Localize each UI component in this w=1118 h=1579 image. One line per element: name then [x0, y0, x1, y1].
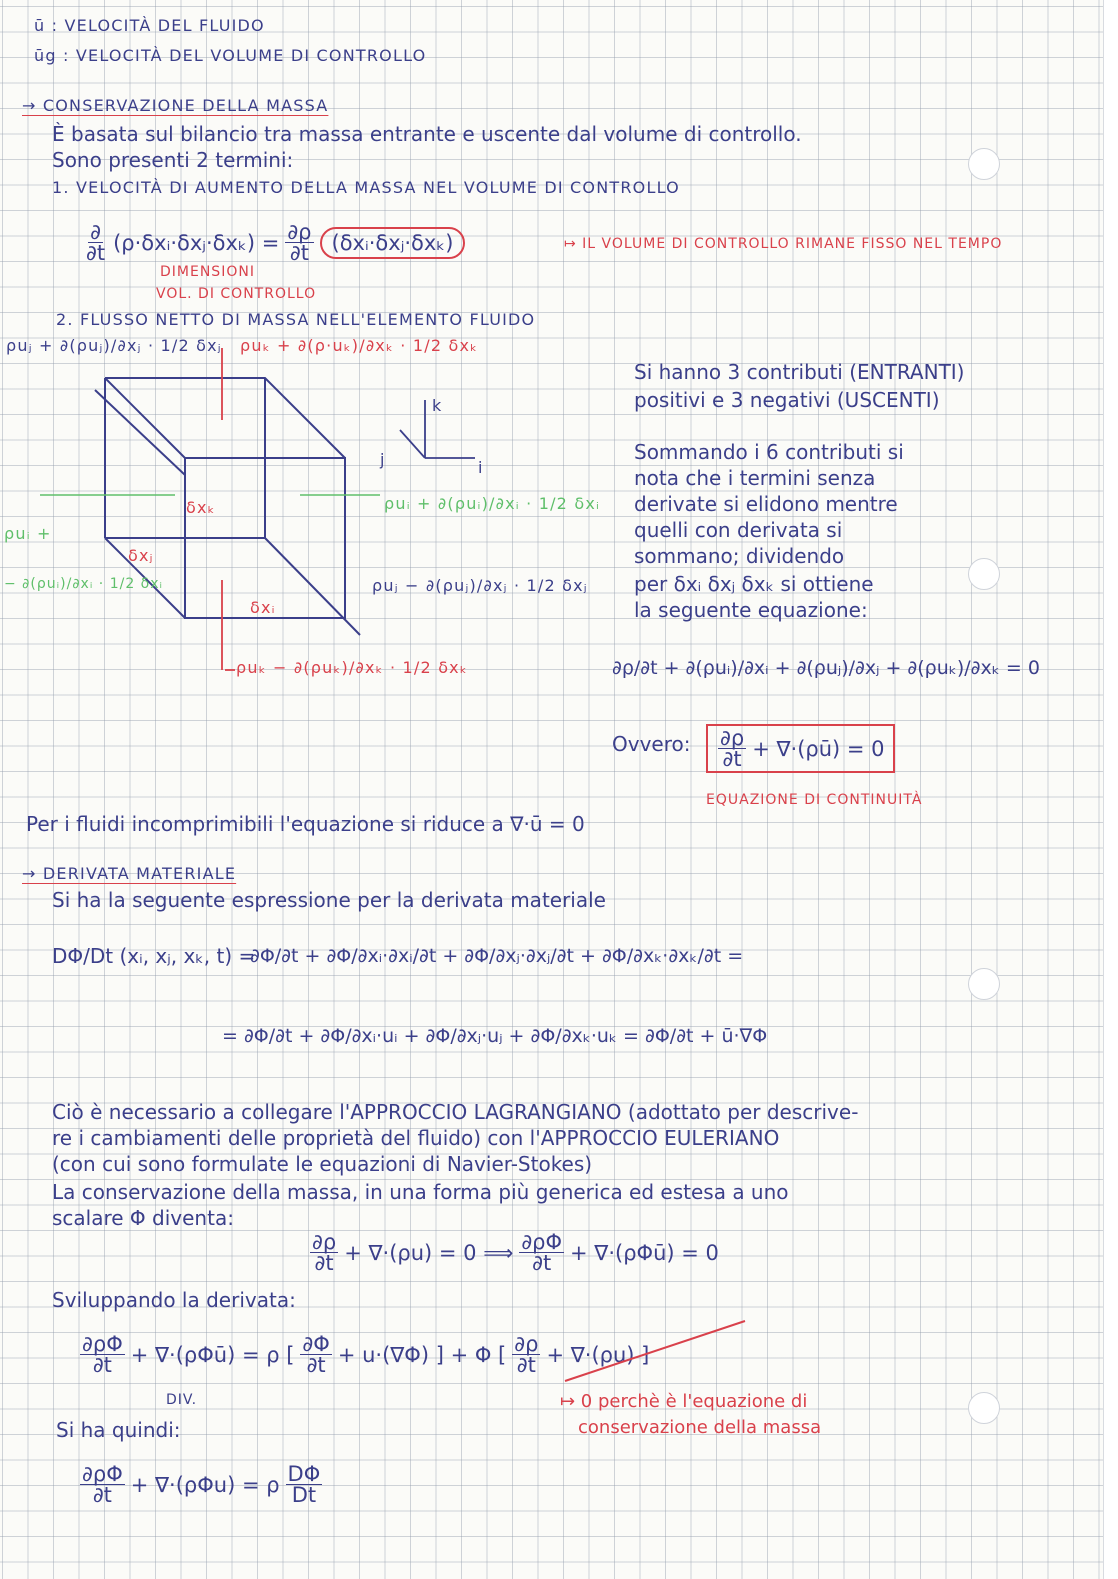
flux-j-out: ρuⱼ − ∂(ρuⱼ)/∂xⱼ · 1/2 δxⱼ [372, 576, 588, 595]
label-dxi: δxᵢ [250, 598, 276, 617]
flux-j-in: ρuⱼ + ∂(ρuⱼ)/∂xⱼ · 1/2 δxⱼ [6, 336, 222, 355]
eq1-volume-oval: (δxᵢ·δxⱼ·δxₖ) [320, 227, 466, 259]
heading-material-derivative: → DERIVATA MATERIALE [22, 864, 237, 883]
equation-mass-rate [82, 222, 465, 263]
frac-num: ∂ [90, 220, 101, 244]
frac-num: ∂ρΦ [82, 1462, 123, 1486]
note-dimensions: DIMENSIONI [160, 264, 255, 280]
binder-hole [968, 558, 1000, 590]
mass-terms-line: Sono presenti 2 termini: [52, 148, 294, 172]
continuity-label: EQUAZIONE DI CONTINUITÀ [706, 792, 923, 808]
sviluppando-label: Sviluppando la derivata: [52, 1288, 296, 1312]
binder-hole [968, 968, 1000, 1000]
term-2-label: 2. FLUSSO NETTO DI MASSA NELL'ELEMENTO FLUIDO [56, 310, 536, 329]
explain-line: per δxᵢ δxⱼ δxₖ si ottiene [634, 572, 874, 596]
material-eq-lhs: DΦ/Dt (xᵢ, xⱼ, xₖ, t) = [52, 944, 256, 968]
material-intro: Si ha la seguente espressione per la derivata materiale [52, 888, 606, 912]
incompressible-line: Per i fluidi incomprimibili l'equazione si riduce a ∇·ū = 0 [26, 812, 585, 836]
paragraph-line: scalare Φ diventa: [52, 1206, 234, 1230]
heading-mass-conservation: → CONSERVAZIONE DELLA MASSA [22, 96, 329, 115]
continuity-rest: + ∇·(ρū) = 0 [752, 736, 885, 761]
frac-den: ∂t [92, 1483, 112, 1507]
flux-i-in-b: − ∂(ρuᵢ)/∂xᵢ · 1/2 δxᵢ [4, 576, 164, 592]
material-eq-line1: ∂Φ/∂t + ∂Φ/∂xᵢ·∂xᵢ/∂t + ∂Φ/∂xⱼ·∂xⱼ/∂t + ∂Φ/∂xₖ·∂xₖ/∂t = [250, 945, 744, 967]
equation-general-mass [308, 1232, 719, 1273]
equation-final [78, 1464, 324, 1505]
note-control-volume: VOL. DI CONTROLLO [156, 286, 317, 302]
continuity-box [706, 724, 895, 773]
explain-line: Sommando i 6 contributi si [634, 440, 904, 464]
explain-line: derivate si elidono mentre [634, 492, 898, 516]
frac-num: ∂ρ [514, 1332, 539, 1356]
ovvero-label: Ovvero: [612, 732, 691, 756]
mass-intro-line: È basata sul bilancio tra massa entrante e uscente dal volume di controllo. [52, 122, 802, 146]
binder-hole [968, 148, 1000, 180]
explain-line: Si hanno 3 contributi (ENTRANTI) [634, 360, 965, 384]
frac-den: Dt [291, 1483, 317, 1507]
paragraph-line: Ciò è necessario a collegare l'APPROCCIO LAGRANGIANO (adottato per descrive- [52, 1100, 859, 1124]
frac-num: ∂ρ [312, 1230, 337, 1254]
eq-general-a: + ∇·(ρu) = 0 ⟹ [344, 1240, 514, 1265]
control-volume-cube [0, 330, 640, 710]
continuity-expanded: ∂ρ/∂t + ∂(ρuᵢ)/∂xᵢ + ∂(ρuⱼ)/∂xⱼ + ∂(ρuₖ)/∂xₖ = 0 [612, 657, 1040, 679]
axis-i: i [478, 458, 484, 477]
eq1-lhs: (ρ·δxᵢ·δxⱼ·δxₖ) = [113, 230, 280, 255]
eq-final-a: + ∇·(ρΦu) = ρ [130, 1472, 280, 1497]
strike-through-mark [560, 1316, 750, 1386]
flux-k-in: ρuₖ − ∂(ρuₖ)/∂xₖ · 1/2 δxₖ [236, 658, 468, 677]
paragraph-line: re i cambiamenti delle proprietà del fluido) con l'APPROCCIO EULERIANO [52, 1126, 780, 1150]
div-label: DIV. [166, 1392, 198, 1408]
frac-den: ∂t [289, 241, 309, 265]
binder-hole [968, 1392, 1000, 1424]
material-eq-line2: = ∂Φ/∂t + ∂Φ/∂xᵢ·uᵢ + ∂Φ/∂xⱼ·uⱼ + ∂Φ/∂xₖ·uₖ = ∂Φ/∂t + ū·∇Φ [222, 1025, 768, 1047]
explain-line: nota che i termini senza [634, 466, 876, 490]
frac-den: ∂t [86, 241, 106, 265]
def-control-volume-velocity: ūg : VELOCITÀ DEL VOLUME DI CONTROLLO [34, 46, 427, 65]
eq-dev-b: + u·(∇Φ) ] + Φ [ [337, 1342, 507, 1367]
eq-dev-a: + ∇·(ρΦū) = ρ [ [130, 1342, 295, 1367]
flux-i-out: ρuᵢ + ∂(ρuᵢ)/∂xᵢ · 1/2 δxᵢ [384, 494, 601, 513]
label-dxj: δxⱼ [128, 546, 154, 565]
label-dxk: δxₖ [186, 498, 216, 517]
frac-num: ∂ρΦ [521, 1230, 563, 1254]
zero-note-line: ↦ 0 perchè è l'equazione di [560, 1391, 808, 1412]
flux-i-in-a: ρuᵢ + [4, 524, 52, 543]
frac-den: ∂t [532, 1251, 552, 1275]
frac-num: ∂Φ [302, 1332, 330, 1356]
eq-dev-c: + ∇·(ρu) ] [546, 1342, 650, 1367]
explain-line: la seguente equazione: [634, 598, 868, 622]
quindi-label: Si ha quindi: [56, 1418, 181, 1442]
explain-line: sommano; dividendo [634, 544, 845, 568]
explain-line: quelli con derivata si [634, 518, 843, 542]
flux-k-out: ρuₖ + ∂(ρ·uₖ)/∂xₖ · 1/2 δxₖ [240, 336, 479, 355]
frac-den: ∂t [314, 1251, 334, 1275]
frac-num: DΦ [287, 1462, 321, 1486]
frac-den: ∂t [306, 1353, 326, 1377]
def-fluid-velocity: ū : VELOCITÀ DEL FLUIDO [34, 16, 265, 35]
page-edge [1103, 0, 1118, 1579]
frac-den: ∂t [516, 1353, 536, 1377]
note-fixed-volume: ↦ IL VOLUME DI CONTROLLO RIMANE FISSO NEL TEMPO [564, 236, 1003, 252]
axis-k: k [432, 396, 443, 415]
frac-den: ∂t [722, 747, 742, 771]
zero-note-line: conservazione della massa [578, 1417, 822, 1438]
term-1-label: 1. VELOCITÀ DI AUMENTO DELLA MASSA NEL VOLUME DI CONTROLLO [52, 178, 680, 197]
paragraph-line: (con cui sono formulate le equazioni di Navier-Stokes) [52, 1152, 593, 1176]
frac-den: ∂t [92, 1353, 112, 1377]
frac-num: ∂ρ [287, 220, 312, 244]
frac-num: ∂ρΦ [82, 1332, 123, 1356]
frac-num: ∂ρ [720, 726, 745, 750]
axis-j: j [380, 450, 386, 469]
explain-line: positivi e 3 negativi (USCENTI) [634, 388, 940, 412]
paragraph-line: La conservazione della massa, in una forma più generica ed estesa a uno [52, 1180, 789, 1204]
eq-general-b: + ∇·(ρΦū) = 0 [570, 1240, 719, 1265]
